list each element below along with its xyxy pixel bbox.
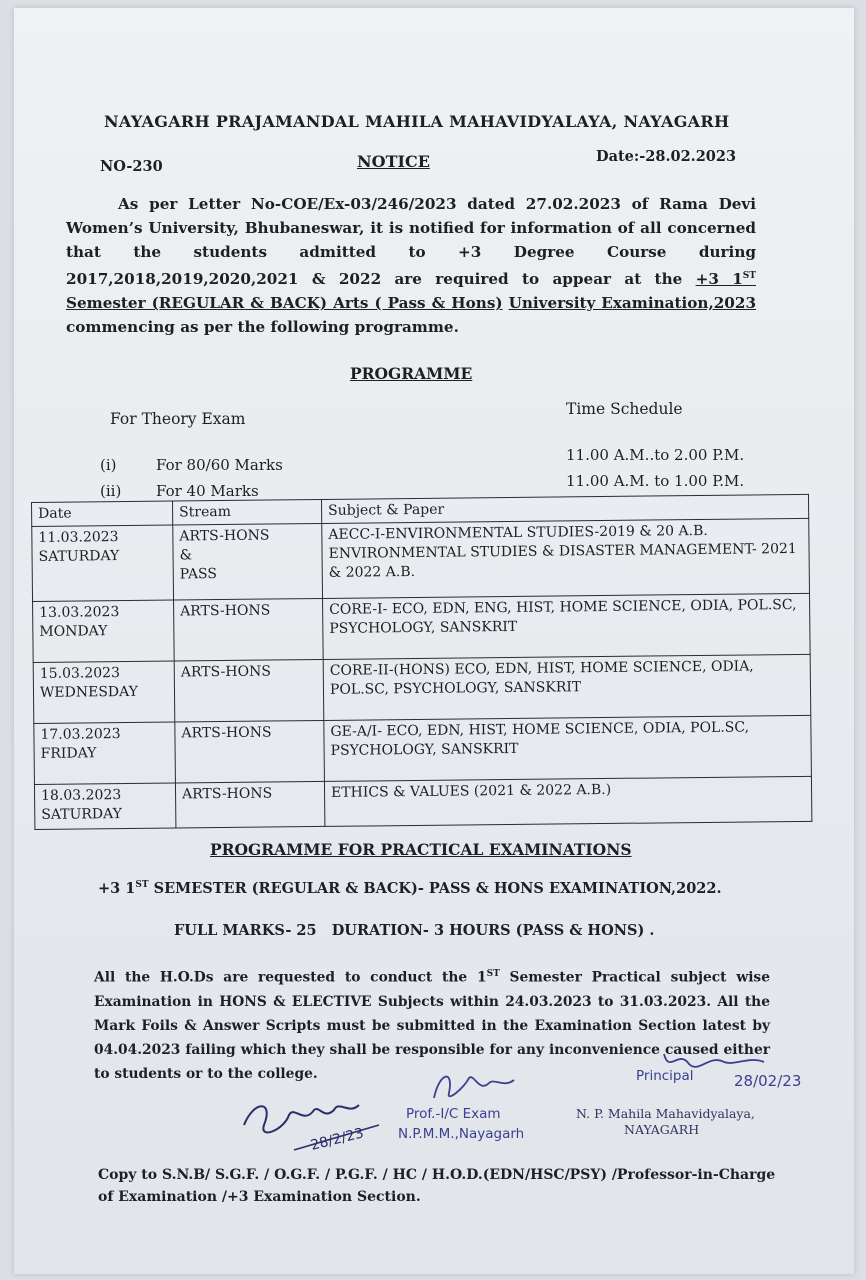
schedule-item-number: (i) [100, 456, 117, 474]
date-cell [34, 783, 175, 829]
time-schedule-label: Time Schedule [566, 400, 683, 418]
date-cell [32, 525, 174, 601]
subject-cell: AECC-I-ENVIRONMENTAL STUDIES-2019 & 20 A.B. ENVIRONMENTAL STUDIES & DISASTER MANAGEMENT- 2021 & 2022 A.B. [322, 518, 810, 598]
notice-number: NO-230 [100, 158, 163, 175]
principal-signature [574, 1044, 834, 1104]
exam-day: FRIDAY [40, 745, 97, 762]
date-cell [34, 722, 176, 784]
table-row [33, 654, 811, 723]
subject-cell: CORE-I- ECO, EDN, ENG, HIST, HOME SCIENCE, ODIA, POL.SC, PSYCHOLOGY, SANSKRIT [323, 593, 811, 659]
exam-day: SATURDAY [38, 548, 120, 565]
column-header-subject: Subject & Paper [321, 494, 808, 523]
date-cell [33, 661, 175, 723]
table-row [33, 593, 811, 662]
table-row [34, 776, 811, 829]
full-marks-line: FULL MARKS- 25 DURATION- 3 HOURS (PASS & HONS) . [174, 922, 655, 939]
stream-cell: ARTS-HONS [175, 720, 325, 783]
prof-ic-exam-label: Prof.-I/C Exam [406, 1106, 501, 1122]
prof-college-label: N.P.M.M.,Nayagarh [398, 1126, 525, 1142]
exam-day: SATURDAY [41, 806, 122, 823]
principal-date: 28/02/23 [734, 1072, 802, 1090]
semester-text: +3 1 [98, 880, 136, 897]
stream-cell: ARTS-HONS [174, 598, 324, 661]
exam-date: 18.03.2023 [40, 787, 122, 804]
signature-1 [234, 1080, 384, 1160]
schedule-item-time: 11.00 A.M. to 1.00 P.M. [566, 472, 745, 490]
copy-to-line: Copy to S.N.B/ S.G.F. / O.G.F. / P.G.F. / HC / H.O.D.(EDN/HSC/PSY) /Professor-in-Charge of Examination /+3 Examination Section. [98, 1167, 776, 1205]
schedule-item-number: (ii) [100, 482, 122, 500]
stream-cell: ARTS-HONS [175, 781, 324, 828]
exam-date: 15.03.2023 [39, 665, 121, 682]
subject-cell: GE-A/I- ECO, EDN, HIST, HOME SCIENCE, ODIA, POL.SC, PSYCHOLOGY, SANSKRIT [324, 715, 812, 781]
practical-semester-line [98, 880, 722, 897]
exam-day: MONDAY [39, 623, 108, 640]
table-row [32, 518, 810, 601]
signature-date: 28/2/23 [309, 1125, 366, 1154]
superscript: ST [486, 969, 500, 979]
theory-exam-label: For Theory Exam [110, 410, 246, 428]
semester-text: SEMESTER (REGULAR & BACK)- PASS & HONS EXAMINATION,2022. [148, 880, 722, 897]
college-name: NAYAGARH PRAJAMANDAL MAHILA MAHAVIDYALAYA, NAYAGARH [104, 112, 730, 131]
intro-text: As per Letter No-COE/Ex-03/246/2023 dated 27.02.2023 of Rama Devi Women’s University, Bhubaneswar, it is notified for information of all concerned that the students admitted to +3 Degree Course during 2017,2018,2019,2020,2021 & 2022 are required to appear at the [66, 195, 756, 289]
intro-tail: commencing as per the following programme. [66, 318, 459, 337]
principal-place-stamp: NAYAGARH [624, 1122, 700, 1137]
intro-paragraph [66, 192, 756, 339]
column-header-stream: Stream [172, 499, 321, 525]
superscript: ST [135, 880, 149, 891]
exam-name-part: Semester (REGULAR & BACK) Arts ( Pass & Hons) [66, 294, 503, 313]
notice-paper [14, 8, 854, 1274]
exam-date: 17.03.2023 [40, 726, 121, 743]
exam-schedule-table [31, 494, 812, 830]
column-header-date: Date [32, 501, 173, 526]
hod-text: All the H.O.Ds are requested to conduct the 1 [94, 969, 487, 986]
stream-cell [173, 523, 323, 600]
exam-date: 11.03.2023 [38, 529, 119, 546]
exam-date: 13.03.2023 [39, 604, 120, 621]
stream-text: ARTS-HONS & PASS [179, 527, 270, 583]
schedule-item-label: For 80/60 Marks [156, 456, 283, 474]
stream-cell: ARTS-HONS [174, 659, 324, 722]
practical-heading: PROGRAMME FOR PRACTICAL EXAMINATIONS [210, 840, 632, 859]
schedule-item-label: For 40 Marks [156, 482, 259, 500]
programme-heading: PROGRAMME [350, 364, 473, 383]
subject-cell: CORE-II-(HONS) ECO, EDN, HIST, HOME SCIENCE, ODIA, POL.SC, PSYCHOLOGY, SANSKRIT [323, 654, 811, 720]
principal-college-stamp: N. P. Mahila Mahavidyalaya, [576, 1106, 755, 1121]
exam-name-part: +3 1 [695, 270, 743, 289]
schedule-item-time: 11.00 A.M..to 2.00 P.M. [566, 446, 745, 464]
exam-title-underlined: University Examination,2023 [508, 294, 757, 313]
exam-day: WEDNESDAY [39, 683, 138, 701]
notice-title: NOTICE [357, 152, 430, 171]
superscript: ST [742, 271, 756, 281]
hod-text: Semester Practical subject wise Examination in HONS & ELECTIVE Subjects within 24.03.2023 to 31.03.2023. All the Mark Foils & Answer Scripts must be submitted in the Examination Section latest by 04.04.2023 failing which they shall be responsible for any inconvenience caused either to students or to the college. [94, 969, 770, 1082]
notice-date: Date:-28.02.2023 [596, 148, 737, 165]
subject-cell: ETHICS & VALUES (2021 & 2022 A.B.) [324, 776, 811, 826]
table-row [34, 715, 812, 784]
principal-label: Principal [636, 1068, 694, 1084]
date-cell [33, 600, 175, 662]
